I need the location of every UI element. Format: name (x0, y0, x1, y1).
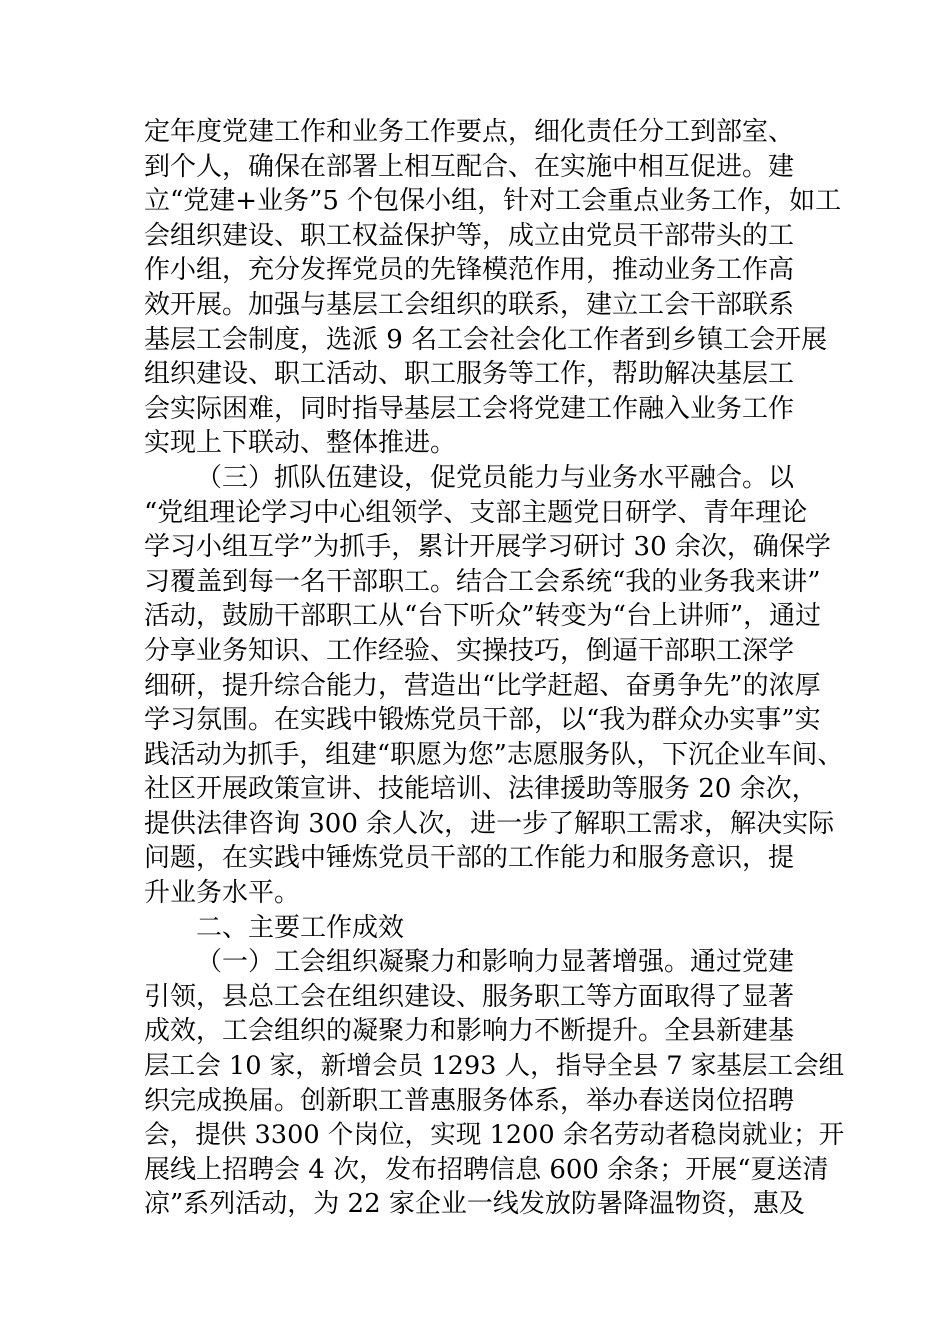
text-line: 凉”系列活动，为 22 家企业一线发放防暑降温物资，惠及 (144, 1189, 805, 1220)
text-line: 立“党建+业务”5 个包保小组，针对工会重点业务工作，如工 (144, 186, 842, 217)
text-line: 提供法律咨询 300 余人次，进一步了解职工需求，解决实际 (144, 808, 835, 839)
text-line: “党组理论学习中心组领学、支部主题党日研学、青年理论 (144, 497, 808, 528)
text-line: 学习小组互学”为抓手，累计开展学习研讨 30 余次，确保学 (144, 532, 831, 563)
text-line: 引领，县总工会在组织建设、服务职工等方面取得了显著 (144, 981, 795, 1012)
text-line: 升业务水平。 (144, 878, 301, 909)
text-line: 定年度党建工作和业务工作要点，细化责任分工到部室、 (144, 117, 795, 147)
text-line: 细研，提升综合能力，营造出“比学赶超、奋勇争先”的浓厚 (144, 670, 821, 701)
text-line: 会，提供 3300 个岗位，实现 1200 余名劳动者稳岗就业；开 (144, 1120, 845, 1151)
text-line: 层工会 10 家，新增会员 1293 人，指导全县 7 家基层工会组 (144, 1051, 845, 1082)
text-line: 学习氛围。在实践中锻炼党员干部，以“我为群众办实事”实 (144, 705, 821, 736)
text-line: 社区开展政策宣讲、技能培训、法律援助等服务 20 余次， (144, 774, 818, 805)
text-line: 实现上下联动、整体推进。 (144, 428, 457, 459)
text-line: 会组织建设、职工权益保护等，成立由党员干部带头的工 (144, 220, 795, 251)
body-text (144, 115, 844, 1222)
text-line: 组织建设、职工活动、职工服务等工作，帮助解决基层工 (144, 359, 795, 390)
text-line: 问题，在实践中锤炼党员干部的工作能力和服务意识，提 (144, 843, 795, 874)
text-line: 成效，工会组织的凝聚力和影响力不断提升。全县新建基 (144, 1016, 795, 1047)
text-line: （一）工会组织凝聚力和影响力显著增强。通过党建 (196, 947, 795, 978)
text-line: 展线上招聘会 4 次，发布招聘信息 600 余条；开展“夏送清 (144, 1154, 829, 1185)
text-line: 效开展。加强与基层工会组织的联系，建立工会干部联系 (144, 289, 795, 320)
text-line: 活动，鼓励干部职工从“台下听众”转变为“台上讲师”，通过 (144, 601, 822, 632)
text-line: 践活动为抓手，组建“职愿为您”志愿服务队，下沉企业车间、 (144, 739, 844, 770)
text-line: 作小组，充分发挥党员的先锋模范作用，推动业务工作高 (144, 255, 795, 286)
text-line: （三）抓队伍建设，促党员能力与业务水平融合。以 (196, 462, 795, 493)
text-line: 习覆盖到每一名干部职工。结合工会系统“我的业务我来讲” (144, 566, 821, 597)
text-line: 到个人，确保在部署上相互配合、在实施中相互促进。建 (144, 151, 795, 182)
text-line: 分享业务知识、工作经验、实操技巧，倒逼干部职工深学 (144, 635, 795, 666)
text-line: 二、主要工作成效 (196, 912, 405, 943)
text-line: 织完成换届。创新职工普惠服务体系，举办春送岗位招聘 (144, 1085, 795, 1116)
text-line: 基层工会制度，选派 9 名工会社会化工作者到乡镇工会开展 (144, 324, 828, 355)
text-line: 会实际困难，同时指导基层工会将党建工作融入业务工作 (144, 393, 795, 424)
